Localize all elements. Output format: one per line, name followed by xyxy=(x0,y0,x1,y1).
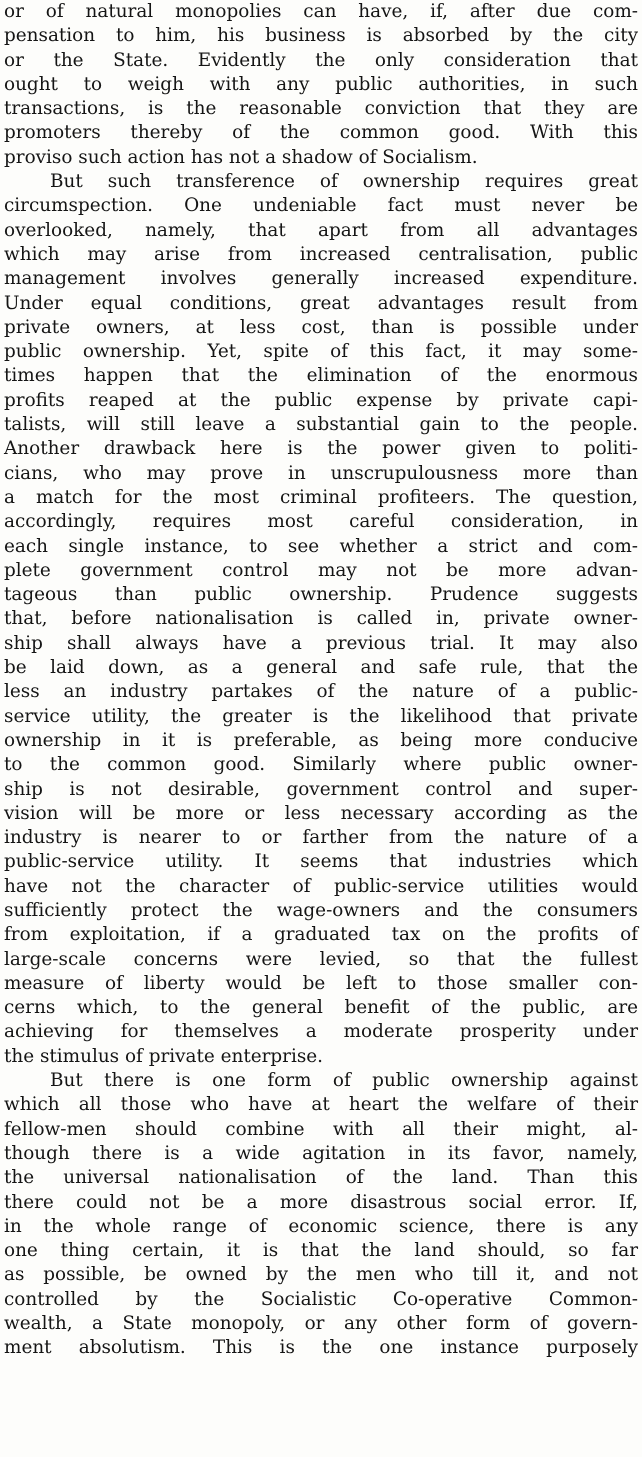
text-line: service utility, the greater is the likelihood that private xyxy=(4,705,638,727)
text-line: profits reaped at the public expense by private capi- xyxy=(4,389,638,411)
text-column xyxy=(4,0,638,1361)
text-line: controlled by the Socialistic Co-operative Common- xyxy=(4,1288,638,1310)
text-line: private owners, at less cost, than is possible under xyxy=(4,316,638,338)
text-line: achieving for themselves a moderate prosperity under xyxy=(4,1021,638,1043)
text-line: have not the character of public-service utilities would xyxy=(4,875,638,897)
text-line: But such transference of ownership requires great xyxy=(50,171,638,193)
text-line: proviso such action has not a shadow of Socialism. xyxy=(4,146,478,168)
text-line: management involves generally increased expenditure. xyxy=(4,268,638,290)
text-line: ownership in it is preferable, as being more conducive xyxy=(4,729,638,751)
text-line: which may arise from increased centralisation, public xyxy=(4,243,638,265)
text-line: ship is not desirable, government control and super- xyxy=(4,778,638,800)
text-line: less an industry partakes of the nature of a public- xyxy=(4,681,638,703)
text-line: though there is a wide agitation in its favor, namely, xyxy=(4,1142,638,1164)
text-line: that, before nationalisation is called in, private owner- xyxy=(4,608,638,630)
text-line: a match for the most criminal profiteers. The question, xyxy=(4,486,638,508)
text-line: transactions, is the reasonable conviction that they are xyxy=(4,98,638,120)
text-line: or of natural monopolies can have, if, after due com- xyxy=(4,1,638,22)
text-line: But there is one form of public ownership against xyxy=(50,1070,638,1092)
text-line: there could not be a more disastrous social error. If, xyxy=(4,1191,638,1213)
text-line: tageous than public ownership. Prudence suggests xyxy=(4,584,638,606)
text-line: as possible, be owned by the men who till it, and not xyxy=(4,1264,638,1286)
text-line: cerns which, to the general benefit of the public, are xyxy=(4,997,638,1019)
text-line: to the common good. Similarly where public owner- xyxy=(4,754,638,776)
text-line: Another drawback here is the power given to politi- xyxy=(4,438,638,460)
text-line: talists, will still leave a substantial gain to the people. xyxy=(4,414,638,436)
text-line: large-scale concerns were levied, so that the fullest xyxy=(4,948,638,970)
text-line: the universal nationalisation of the land. Than this xyxy=(4,1167,638,1189)
text-line: one thing certain, it is that the land should, so far xyxy=(4,1240,638,1262)
text-line: in the whole range of economic science, there is any xyxy=(4,1215,638,1237)
text-line: or the State. Evidently the only consideration that xyxy=(4,49,638,71)
text-line: ment absolutism. This is the one instance purposely xyxy=(4,1337,638,1359)
text-line: plete government control may not be more advan- xyxy=(4,559,638,581)
text-line: public ownership. Yet, spite of this fact, it may some- xyxy=(4,341,638,363)
text-line: industry is nearer to or farther from the nature of a xyxy=(4,827,638,849)
text-line: sufficiently protect the wage-owners and the consumers xyxy=(4,899,638,921)
text-line: ought to weigh with any public authorities, in such xyxy=(4,73,638,95)
text-line: be laid down, as a general and safe rule, that the xyxy=(4,657,638,679)
text-line: wealth, a State monopoly, or any other form of govern- xyxy=(4,1313,638,1335)
text-line: pensation to him, his business is absorbed by the city xyxy=(4,25,638,47)
paragraph-1 xyxy=(4,0,638,170)
text-line: measure of liberty would be left to those smaller con- xyxy=(4,972,638,994)
text-line: accordingly, requires most careful consideration, in xyxy=(4,511,638,533)
text-line: public-service utility. It seems that industries which xyxy=(4,851,638,873)
paragraph-3 xyxy=(4,1069,638,1361)
text-line: circumspection. One undeniable fact must never be xyxy=(4,195,638,217)
text-line: which all those who have at heart the welfare of their xyxy=(4,1094,638,1116)
text-line: times happen that the elimination of the enormous xyxy=(4,365,638,387)
text-line: vision will be more or less necessary according as the xyxy=(4,802,638,824)
text-line: from exploitation, if a graduated tax on the profits of xyxy=(4,924,638,946)
text-line: Under equal conditions, great advantages result from xyxy=(4,292,638,314)
paragraph-2 xyxy=(4,170,638,1069)
text-line: fellow-men should combine with all their might, al- xyxy=(4,1118,638,1140)
text-line: each single instance, to see whether a strict and com- xyxy=(4,535,638,557)
text-line: overlooked, namely, that apart from all advantages xyxy=(4,219,638,241)
text-line: ship shall always have a previous trial. It may also xyxy=(4,632,638,654)
text-line: the stimulus of private enterprise. xyxy=(4,1045,324,1067)
text-line: cians, who may prove in unscrupulousness more than xyxy=(4,462,638,484)
text-line: promoters thereby of the common good. With this xyxy=(4,122,638,144)
